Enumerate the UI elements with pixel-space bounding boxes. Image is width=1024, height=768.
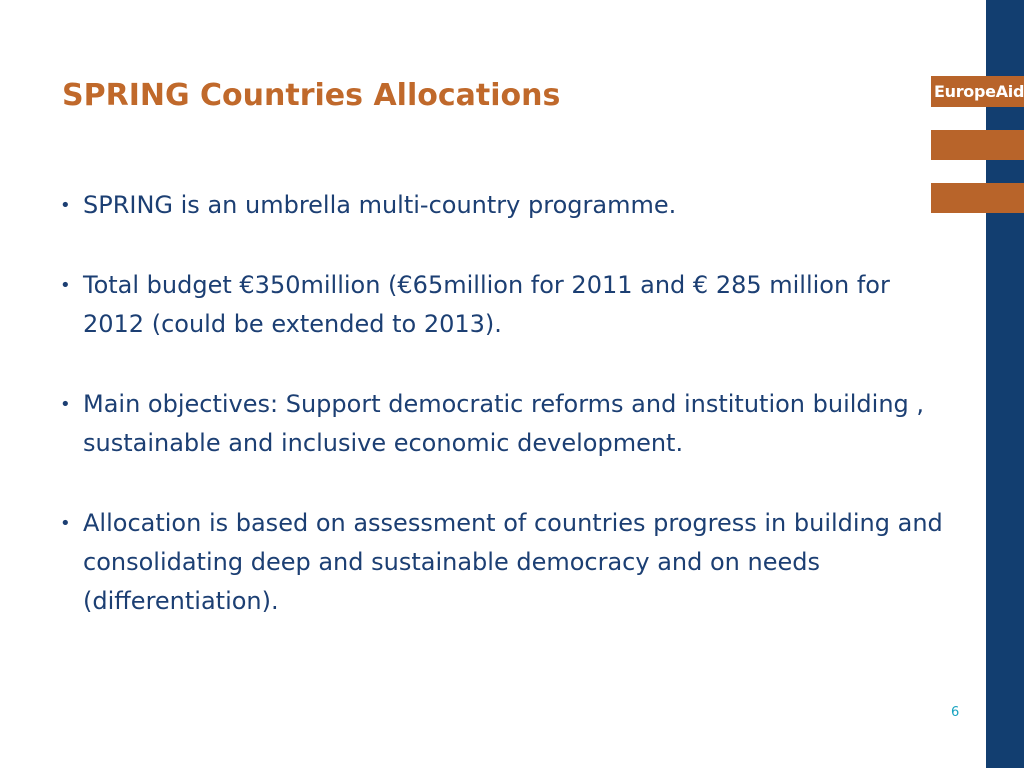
bullet-text: Allocation is based on assessment of countries progress in building and consolidating deep and sustainable democracy and on needs (differentiation). [83, 509, 943, 615]
bullet-icon: • [60, 195, 71, 216]
bullet-item [58, 385, 958, 463]
bullet-item [58, 266, 958, 344]
bullet-text: SPRING is an umbrella multi-country programme. [83, 191, 677, 219]
slide-title: SPRING Countries Allocations [62, 78, 561, 113]
bullet-text: Total budget €350million (€65million for 2011 and € 285 million for 2012 (could be extended to 2013). [83, 271, 890, 338]
bullet-item [58, 504, 958, 621]
orange-accent-bar [931, 130, 1024, 160]
bullet-text: Main objectives: Support democratic reforms and institution building , sustainable and inclusive economic development. [83, 390, 925, 457]
page-number: 6 [951, 705, 960, 720]
bullet-list [58, 186, 958, 662]
bullet-icon: • [60, 275, 71, 296]
side-band [986, 0, 1024, 768]
bullet-item [58, 186, 958, 225]
europeaid-logo [931, 76, 1024, 107]
logo-text: EuropeAid [934, 82, 1024, 101]
bullet-icon: • [60, 394, 71, 415]
bullet-icon: • [60, 513, 71, 534]
